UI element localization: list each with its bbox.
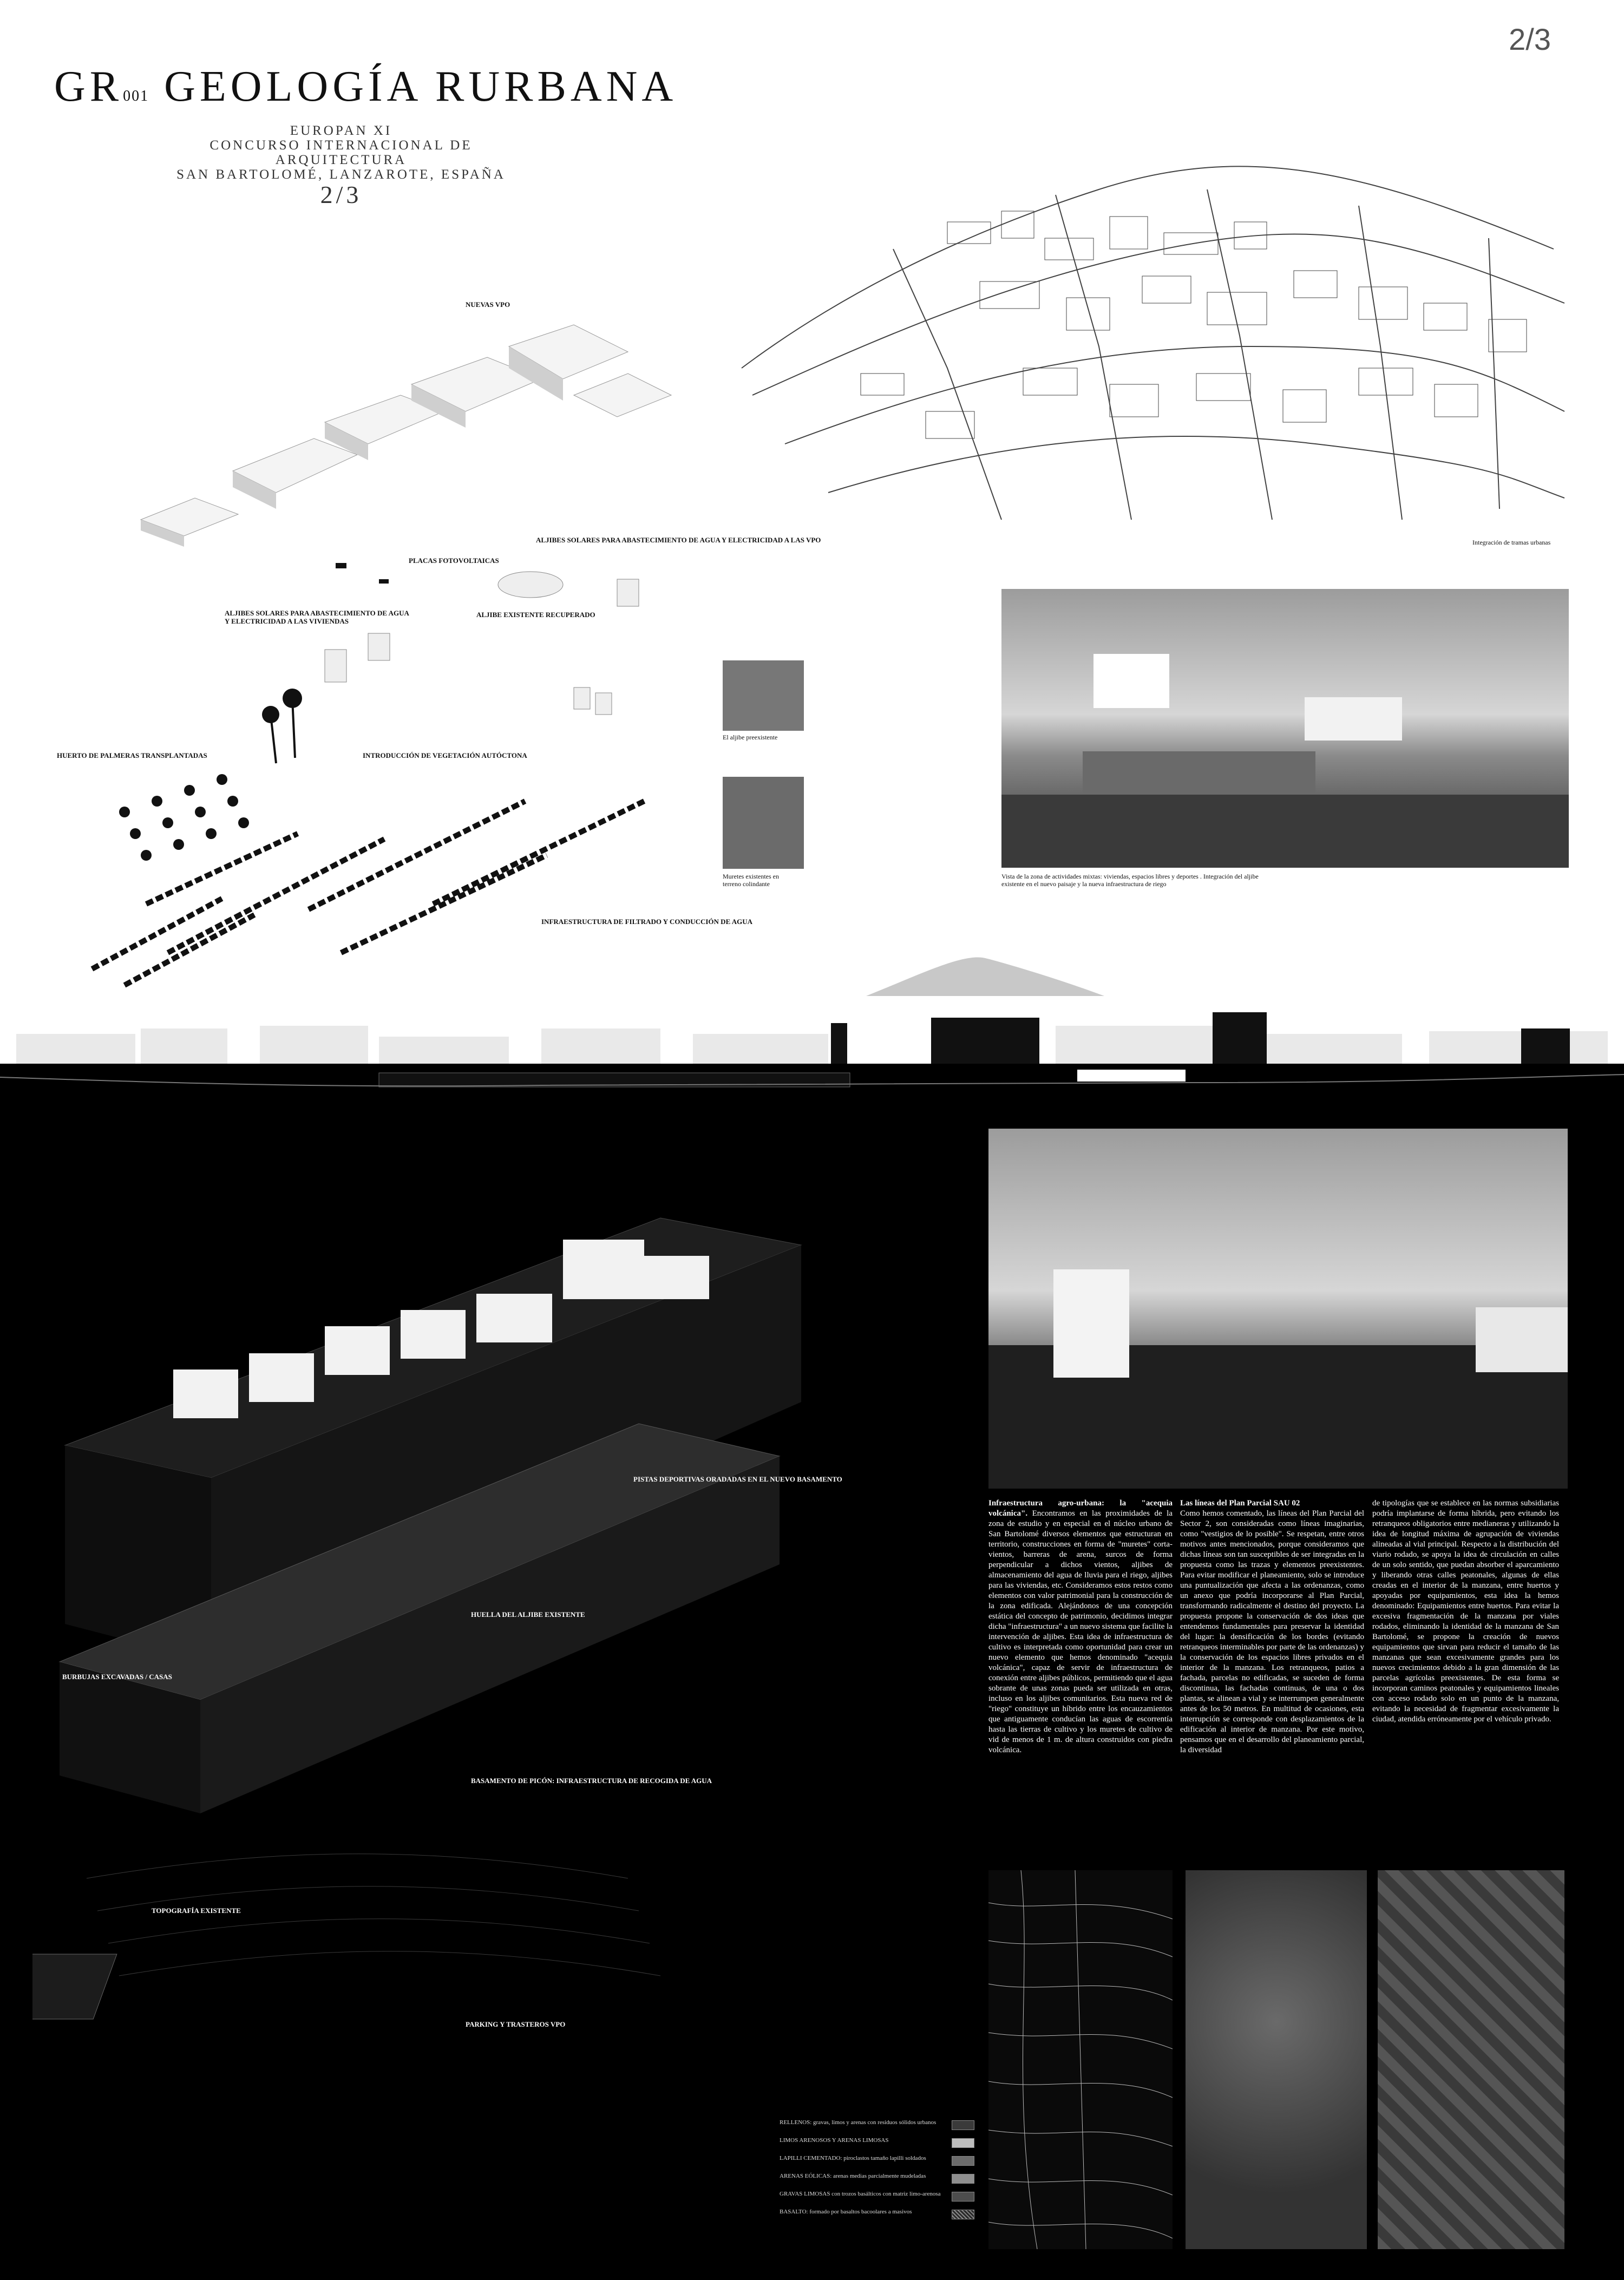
label-vegetacion: INTRODUCCIÓN DE VEGETACIÓN AUTÓCTONA [363, 751, 527, 759]
caption-muretes [723, 873, 779, 888]
label-pistas: PISTAS DEPORTIVAS ORADADAS EN EL NUEVO BASAMENTO [633, 1475, 842, 1483]
photo-muretes [723, 777, 804, 869]
legend-row-1-swatch [952, 2120, 974, 2130]
render-house [1476, 1307, 1568, 1372]
render-tower [1053, 1269, 1129, 1378]
text-column-2-heading: Las líneas del Plan Parcial SAU 02 [1180, 1499, 1300, 1508]
legend-row-2-swatch [952, 2138, 974, 2148]
caption-aljibe-preexistente: El aljibe preexistente [723, 733, 778, 741]
title-name: GEOLOGÍA RURBANA [164, 63, 678, 110]
subheading-line3: SAN BARTOLOMÉ, LANZAROTE, ESPAÑA [176, 167, 506, 182]
legend-row-4-label: ARENAS EÓLICAS: arenas medias parcialmente mudeladas [780, 2173, 926, 2179]
render-building-2 [1305, 697, 1402, 741]
caption-integracion: Integración de tramas urbanas [1472, 539, 1551, 546]
legend-row-3 [780, 2155, 974, 2166]
map-aerial-original [1186, 1870, 1367, 2249]
legend-row-2-label: LIMOS ARENOSOS Y ARENAS LIMOSAS [780, 2137, 889, 2144]
legend-row-2 [780, 2137, 974, 2148]
legend-row-6 [780, 2209, 974, 2219]
label-huerto: HUERTO DE PALMERAS TRANSPLANTADAS [57, 751, 207, 759]
legend-row-4 [780, 2173, 974, 2184]
text-column-1-heading: Infraestructura agro-urbana: la "acequia volcánica". [988, 1499, 1173, 1518]
text-column-3 [1372, 1498, 1559, 1823]
subheading-page-number: 2/3 [320, 181, 362, 208]
subheading-line1: EUROPAN XI [290, 123, 392, 138]
map-aerial-proposal [1378, 1870, 1564, 2249]
text-column-2 [1180, 1498, 1364, 1823]
legend-row-6-swatch [952, 2210, 974, 2219]
legend-row-6-label: BASALTO: formado por basaltos bacoolares a masivos [780, 2209, 912, 2215]
page-title [54, 62, 677, 112]
subheading-line2: CONCURSO INTERNACIONAL DE ARQUITECTURA [209, 138, 473, 167]
legend-row-5 [780, 2191, 974, 2202]
page-number-top: 2/3 [1509, 22, 1551, 56]
legend-row-1 [780, 2119, 974, 2130]
render-ground [1001, 795, 1569, 868]
label-nuevas-vpo: NUEVAS VPO [466, 300, 510, 309]
legend-row-1-label: RELLENOS: gravas, limos y arenas con residuos sólidos urbanos [780, 2119, 937, 2126]
label-aljibes-viviendas-line1: ALJIBES SOLARES PARA ABASTECIMIENTO DE AGUA [225, 609, 409, 617]
text-column-3-body: de tipologías que se establece en las normas subsidiarias podría implantarse de forma híbrida, pero evitando los retranqueos obligatorios entre medianeras y utilizando la idea de longitud máxima de agrupación de viviendas alineadas al vial principal. Respecto a la distribución del viario rodado, se apoya la idea de circulación en calles de un solo sentido, que puedan absorber el aparcamiento y liberando otras calles peatonales, algunas de ellas creadas en el interior de la manzana, entre huertos y apoyadas por equipamientos, esta idea la hemos denominado: Equipamientos entre huertos. Para evitar la excesiva fragmentación de la manzana por viales rodados, eliminando la identidad de la manzana de San Bartolomé, se propone la creación de nuevos equipamientos que sirvan para reducir el tamaño de las manzanas que sean excesivamente grandes para los nuevos crecimientos debido a la gran dimensión de las parcelas agrícolas preexistentes. De esta forma se incorporan caminos peatonales y equipamientos lineales con acceso rodado solo en un punto de la manzana, evitando la necesidad de fragmentar excesivamente la ciudad, atendida erróneamente por el vehículo privado. [1372, 1499, 1559, 1724]
axo-site-model [32, 1175, 855, 2052]
label-parking: PARKING Y TRASTEROS VPO [466, 2020, 566, 2028]
title-number: 001 [123, 88, 149, 104]
label-aljibe-recuperado: ALJIBE EXISTENTE RECUPERADO [476, 611, 595, 619]
subheading [173, 123, 509, 208]
label-aljibes-vpo: ALJIBES SOLARES PARA ABASTECIMIENTO DE AGUA Y ELECTRICIDAD A LAS VPO [536, 536, 821, 544]
legend-row-5-label: GRAVAS LIMOSAS con trozos basálticos con matriz limo-arenosa [780, 2191, 941, 2197]
render-building-1 [1093, 654, 1169, 708]
landscape-section [0, 920, 1624, 1104]
label-topografia: TOPOGRAFÍA EXISTENTE [152, 1906, 241, 1915]
caption-vista-line1: Vista de la zona de actividades mixtas: viviendas, espacios libres y deportes . Integración del aljibe [1001, 873, 1259, 880]
label-basamento: BASAMENTO DE PICÓN: INFRAESTRUCTURA DE RECOGIDA DE AGUA [471, 1777, 712, 1785]
map-topography [988, 1870, 1173, 2249]
label-placas: PLACAS FOTOVOLTAICAS [409, 556, 499, 565]
caption-muretes-line2: terreno colindante [723, 880, 770, 888]
text-column-1-body: Encontramos en las proximidades de la zona de estudio y en especial en el núcleo urbano de San Bartolomé diversos elementos que estructuran en territorio, construcciones en forma de "muretes" corta-vientos, barreras de arena, surcos de forma perpendicular a dichos vientos, aljibes de almacenamiento del agua de lluvia para el riego, aljibes para las viviendas, etc. Consideramos estos restos como elementos con valor patrimonial para la construcción de la zona edificada. Alejándonos de una concepción estática del concepto de patrimonio, decidimos integrar dicha "infraestructura" a un nuevo sistema que facilite la intervención de aljibes. Esta idea de infraestructura de cultivo es interpretada como oportunidad para crear un nuevo elemento que hemos denominado "acequia volcánica", capaz de servir de infraestructura de conexión entre aljibes públicos, permitiendo que el agua sobrante de unas zonas pueda ser utilizada en otras, incluso en los aljibes comunitarios. Esta nueva red de "riego" constituye un híbrido entre los encauzamientos que antiguamente conducían las aguas de escorrentía hasta las tierras de cultivo y los muretes de cultivo de vid de menos de 1 m. de altura construidos con piedra volcánica. [988, 1509, 1173, 1754]
legend-row-4-swatch [952, 2174, 974, 2184]
caption-vista [1001, 873, 1259, 888]
text-column-1 [988, 1498, 1173, 1823]
urban-sketch-drawing [720, 141, 1581, 530]
photo-aljibe-preexistente [723, 660, 804, 731]
text-column-2-body: Como hemos comentado, las líneas del Plan Parcial del Sector 2, son consideradas como líneas imaginarias, como "vestigios de lo posible". Se respetan, entre otros motivos antes mencionados, porque consideramos que dichas líneas son tan susceptibles de ser integradas en la propuesta como las trazas y elementos preexistentes. Para evitar modificar el planeamiento, solo se introduce una puntualización que afecta a las ordenanzas, como un anexo que podría incorporarse al Plan Parcial, transformando radicalmente el destino del proyecto. La propuesta propone la conservación de dos ideas que entendemos fundamentales para preservar la identidad del lugar: la densificación de los bordes (evitando retranqueos interminables por parte de las ordenanzas) y la conservación de los espacios libres privados en el interior de la manzana. Los retranqueos, patios a fachada, parcelas no edificadas, se suceden de forma discontinua, las fachadas continuas, de una o dos plantas, se alinean a vial y se interrumpen generalmente antes de los 50 metros. En multitud de ocasiones, esta interrupción se corresponde con desplazamientos de la edificación al interior de manzana. Por este motivo, pensamos que en el desarrollo del planeamiento parcial, la diversidad [1180, 1509, 1364, 1754]
caption-muretes-line1: Muretes existentes en [723, 873, 779, 880]
title-prefix: GR [54, 63, 123, 110]
legend-row-3-label: LAPILLI CEMENTADO: piroclastos tamaño lapilli soldados [780, 2155, 926, 2161]
legend-row-5-swatch [952, 2192, 974, 2202]
axo-aljibes-layer [314, 563, 660, 725]
label-huella: HUELLA DEL ALJIBE EXISTENTE [471, 1610, 585, 1619]
label-infraestructura: INFRAESTRUCTURA DE FILTRADO Y CONDUCCIÓN DE AGUA [541, 918, 753, 926]
axo-buildings-layer [97, 314, 704, 552]
caption-vista-line2: existente en el nuevo paisaje y la nueva infraestructura de riego [1001, 880, 1167, 888]
legend-row-3-swatch [952, 2156, 974, 2166]
render-mixed-activities [1001, 589, 1569, 868]
label-burbujas: BURBUJAS EXCAVADAS / CASAS [62, 1673, 172, 1681]
render-acequia [988, 1129, 1568, 1489]
label-aljibes-viviendas-line2: Y ELECTRICIDAD A LAS VIVIENDAS [225, 617, 349, 625]
